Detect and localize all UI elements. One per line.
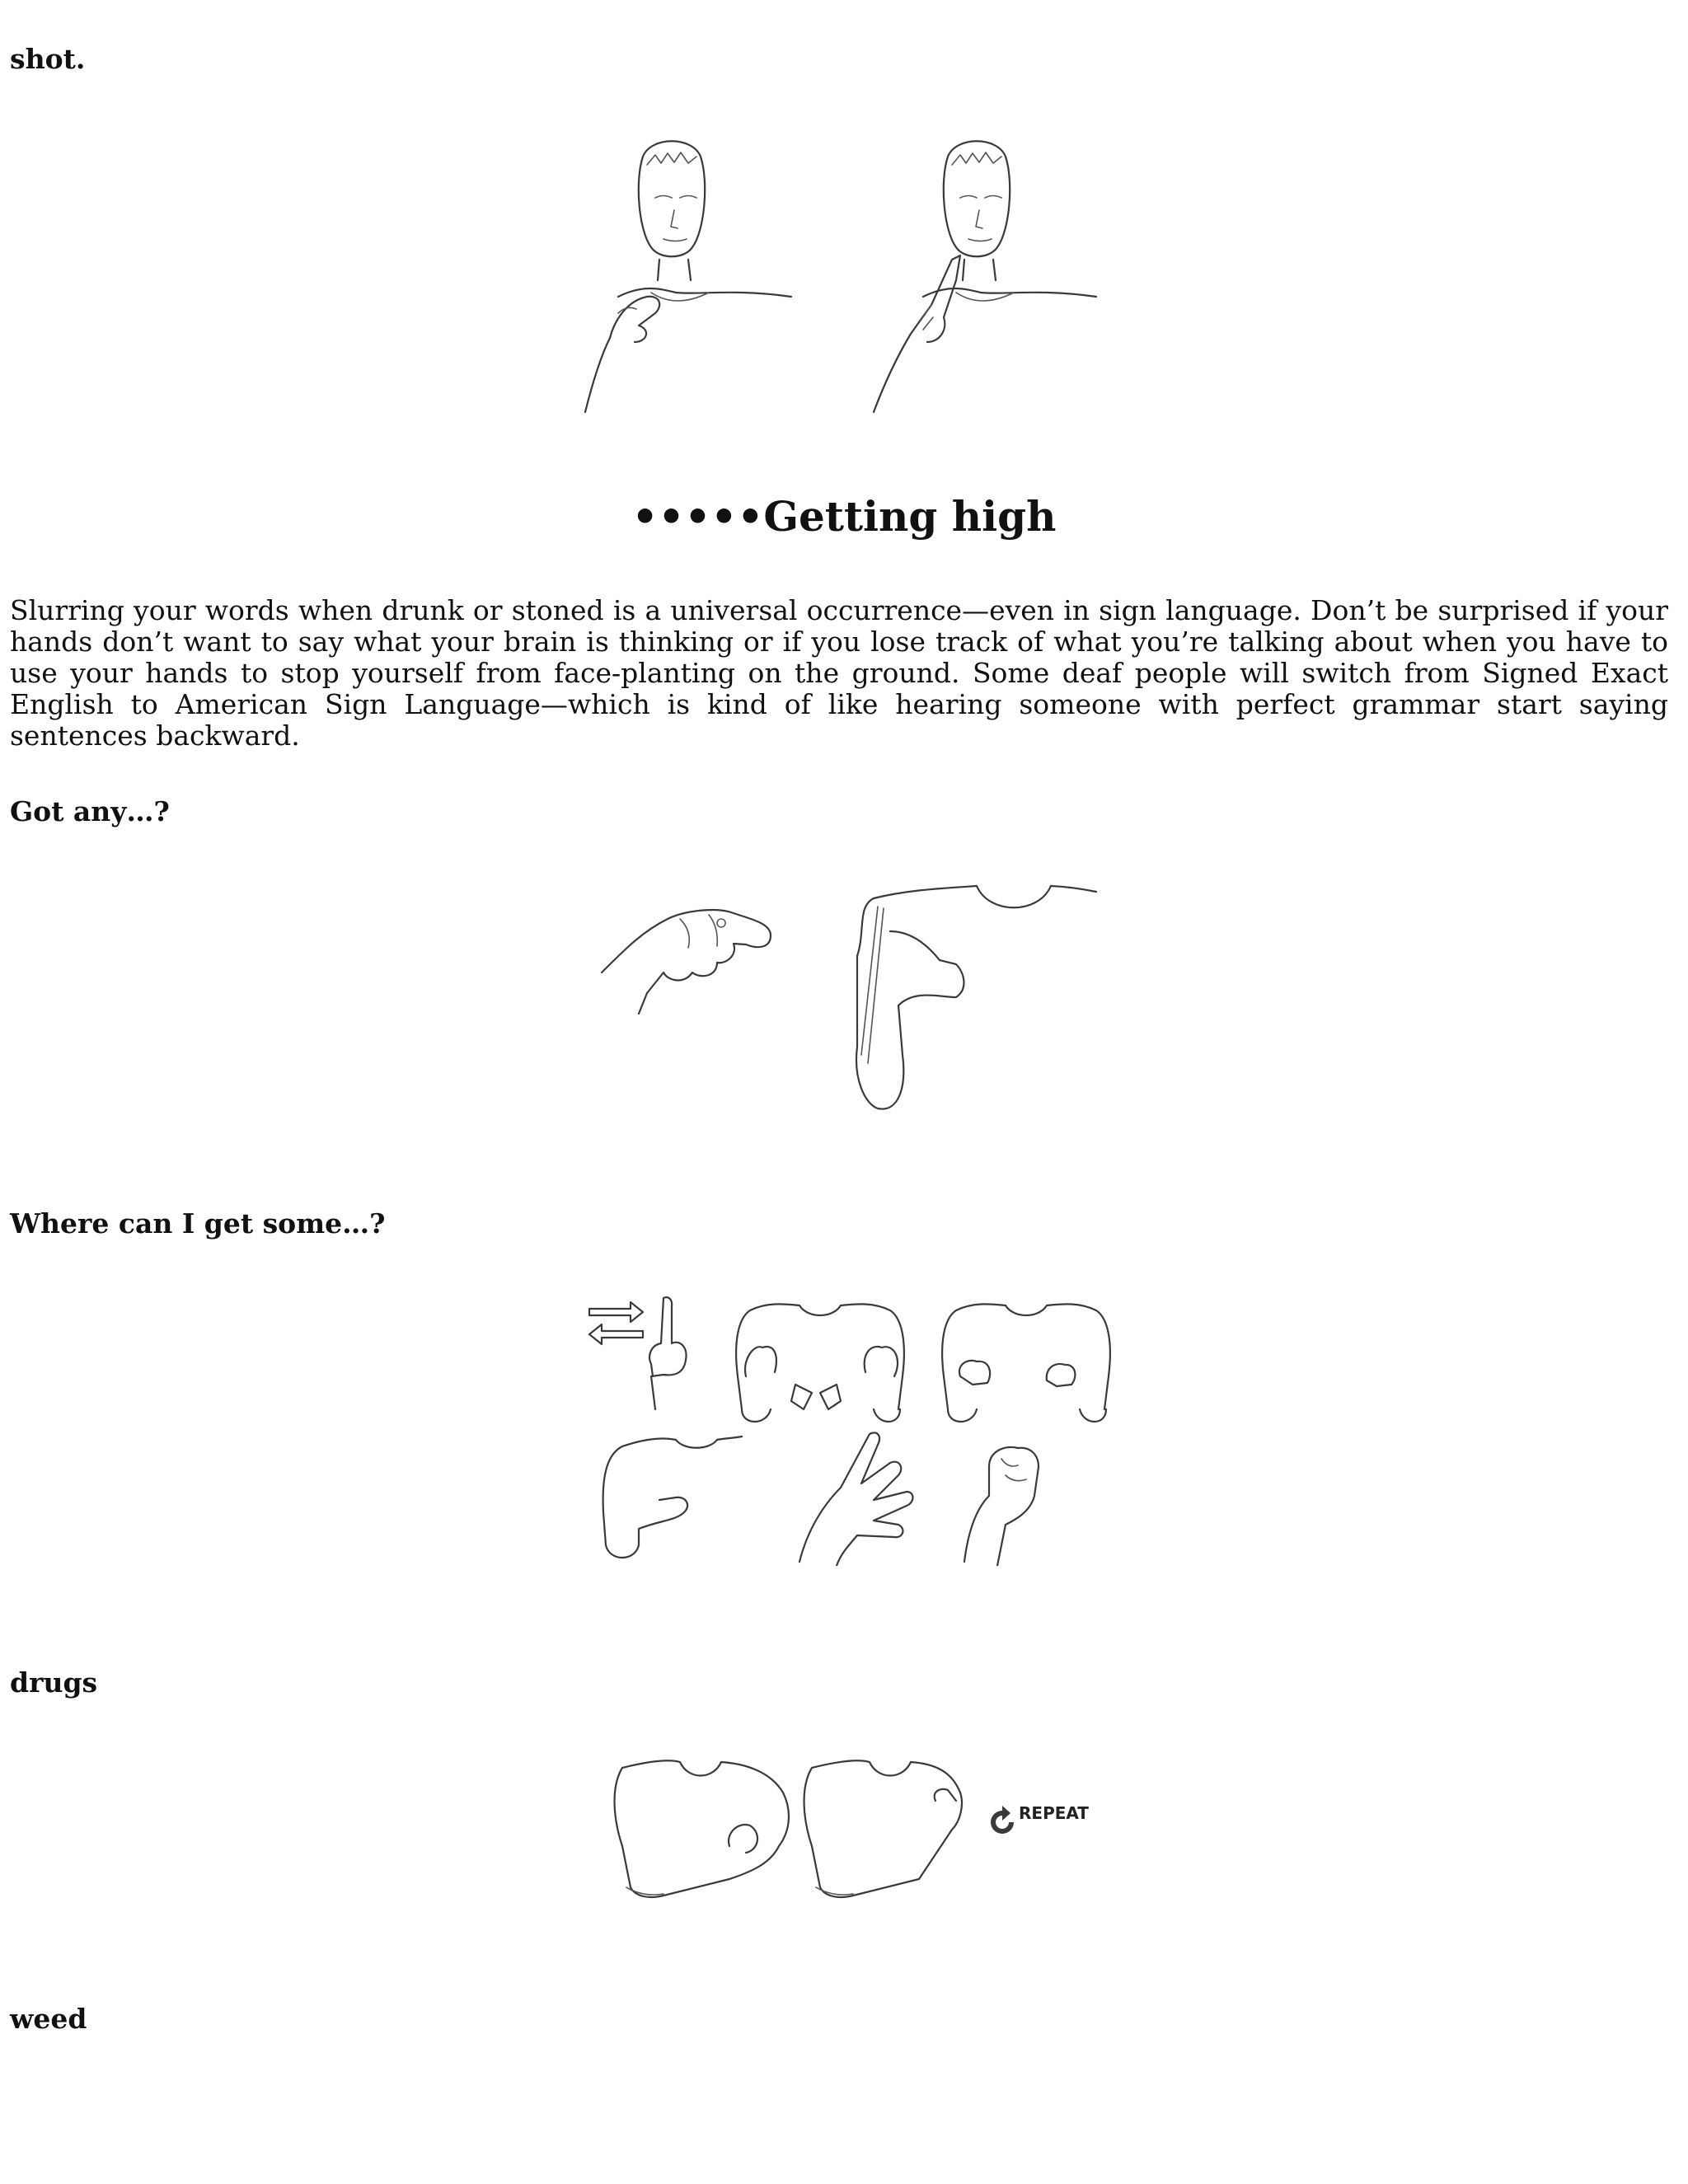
drugs-sign-illustration bbox=[606, 1755, 1100, 1904]
where-can-sign-illustration bbox=[585, 1294, 1113, 1566]
arm-injection-drawing-2 bbox=[804, 1760, 962, 1897]
term-drugs: drugs bbox=[10, 1666, 98, 1699]
shot-sign-illustration bbox=[569, 132, 1113, 420]
signer-figure-2 bbox=[874, 141, 1096, 412]
repeat-icon bbox=[991, 1803, 1089, 1834]
repeat-label: REPEAT bbox=[1019, 1803, 1089, 1823]
term-where-can: Where can I get some…? bbox=[10, 1207, 386, 1240]
open-hand-drawing bbox=[799, 1432, 913, 1566]
term-weed: weed bbox=[10, 2003, 87, 2035]
section-title: •••••Getting high bbox=[631, 492, 1057, 541]
arm-injection-drawing-1 bbox=[615, 1760, 789, 1897]
hand-drawing-1 bbox=[602, 910, 771, 1014]
arm-drawing-2 bbox=[856, 886, 1096, 1109]
closed-fist-drawing bbox=[964, 1447, 1039, 1566]
two-fists-drawing bbox=[736, 1304, 904, 1422]
signer-figure-1 bbox=[585, 141, 791, 412]
pointing-hand-drawing bbox=[649, 1297, 686, 1409]
point-at-self-drawing bbox=[603, 1436, 742, 1558]
fists-down-drawing bbox=[942, 1304, 1110, 1422]
section-body: Slurring your words when drunk or stoned is a universal occurrence—even in sign language. Don’t be surprised if your hands don’t want to say what your brain is thinking or if you lose track of what you’re talking about when you have to use your hands to stop yourself from face-planting on the ground. Some deaf people will switch from Signed Exact English to American Sign Language—which is kind of like hearing someone with perfect grammar start saying sentences backward. bbox=[10, 594, 1668, 752]
term-shot: shot. bbox=[10, 43, 86, 75]
arrows-icon bbox=[589, 1302, 643, 1344]
term-got-any: Got any…? bbox=[10, 795, 170, 827]
got-any-sign-illustration bbox=[593, 882, 1104, 1121]
